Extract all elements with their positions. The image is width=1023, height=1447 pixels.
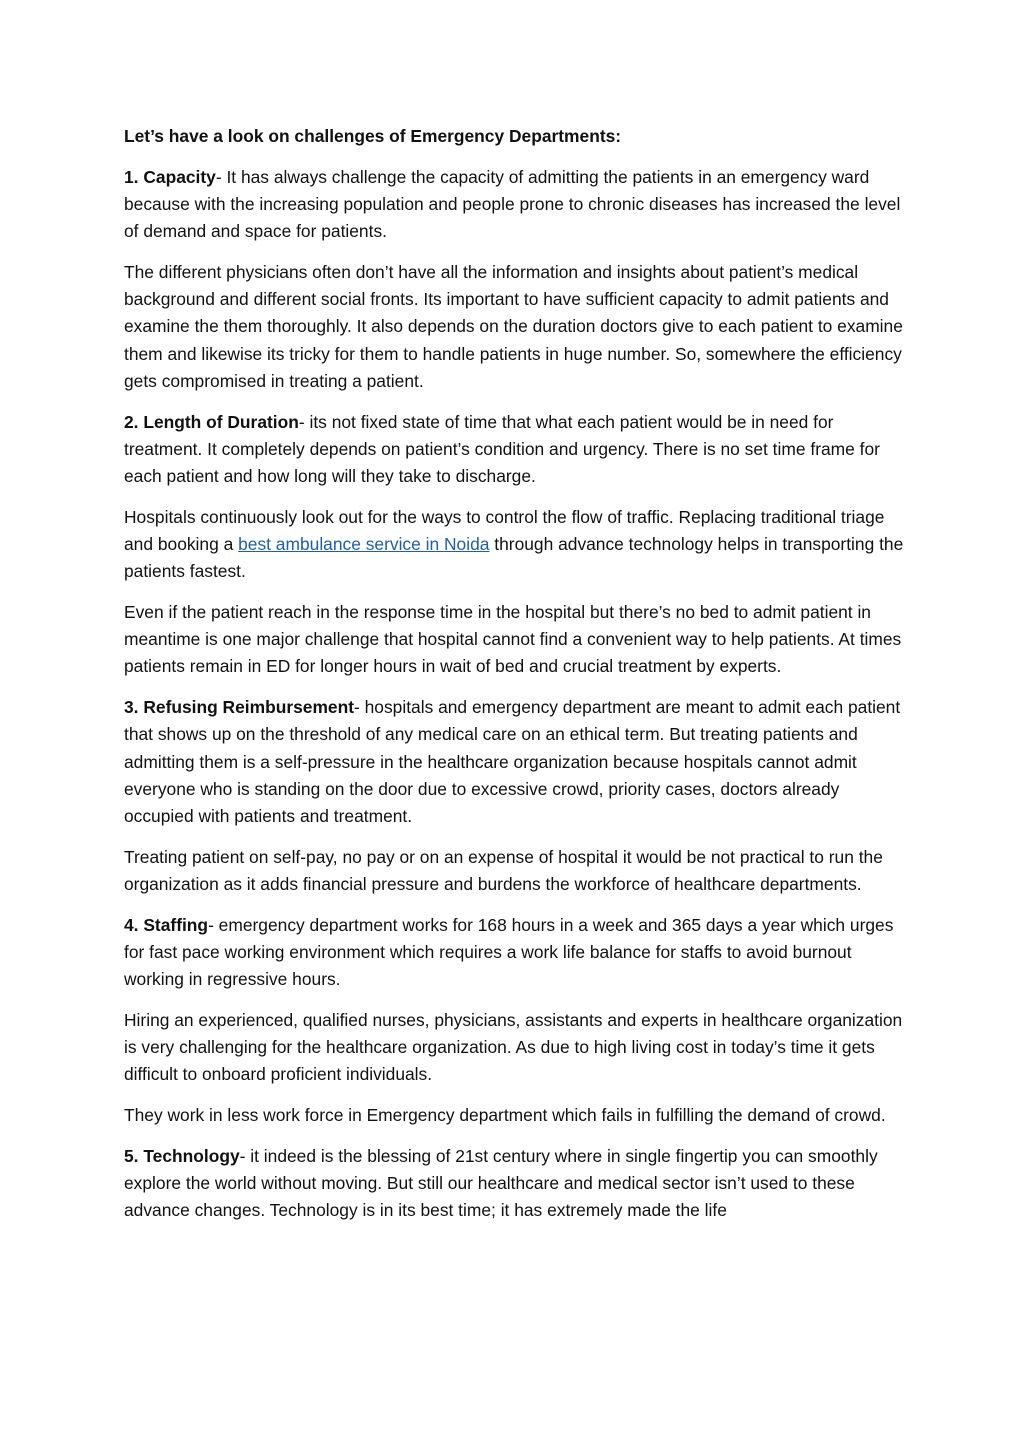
staffing-text: - emergency department works for 168 hours in a week and 365 days a year which urges for fast pace working environment which requires a work life balance for staffs to avoid burnout working in regressive hours. bbox=[124, 914, 894, 990]
paragraph-work-force: They work in less work force in Emergency department which fails in fulfilling the demand of crowd. bbox=[124, 1105, 886, 1126]
ambulance-service-link[interactable]: best ambulance service in Noida bbox=[238, 534, 490, 555]
paragraph-physicians: The different physicians often don’t have all the information and insights about patient’s medical background and different social fronts. Its important to have sufficient capacity to admit patients and examine the them thoroughly. It also depends on the duration doctors give to each patient to examine them and likewise its tricky for them to handle patients in huge number. So, somewhere the efficiency gets compromised in treating a patient. bbox=[124, 262, 903, 391]
duration-lead: 2. Length of Duration bbox=[124, 411, 299, 432]
reimbursement-text: - hospitals and emergency department are meant to admit each patient that shows up on the threshold of any medical care on an ethical term. But treating patients and admitting them is a self-pressure in the healthcare organization because hospitals cannot admit everyone who is standing on the door due to excessive crowd, priority cases, doctors already occupied with patients and treatment. bbox=[124, 697, 901, 827]
traffic-text-after: through advance technology helps in transporting the patients fastest. bbox=[124, 534, 904, 582]
duration-text: - its not fixed state of time that what each patient would be in need for treatment. It completely depends on patient’s condition and urgency. There is no set time frame for each patient and how long will they take to discharge. bbox=[124, 411, 880, 487]
traffic-text-before: Hospitals continuously look out for the ways to control the flow of traffic. Replacing traditional triage and booking a bbox=[124, 506, 885, 555]
paragraph-self-pay: Treating patient on self-pay, no pay or on an expense of hospital it would be not practical to run the organization as it adds financial pressure and burdens the workforce of healthcare departments. bbox=[124, 846, 883, 895]
paragraph-length-of-duration bbox=[124, 409, 904, 491]
reimbursement-lead: 3. Refusing Reimbursement bbox=[124, 697, 354, 718]
section-heading: Let’s have a look on challenges of Emergency Departments: bbox=[124, 126, 622, 146]
paragraph-traffic-flow bbox=[124, 504, 904, 586]
paragraph-refusing-reimbursement bbox=[124, 694, 904, 830]
paragraph-no-bed: Even if the patient reach in the response time in the hospital but there’s no bed to admit patient in meantime is one major challenge that hospital cannot find a convenient way to help patients. At times patients remain in ED for longer hours in wait of bed and crucial treatment by experts. bbox=[124, 602, 902, 677]
technology-lead: 5. Technology bbox=[124, 1146, 240, 1167]
technology-text: - it indeed is the blessing of 21st century where in single fingertip you can smoothly explore the world without moving. But still our healthcare and medical sector isn’t used to these advance changes. Technology is in its best time; it has extremely made the life bbox=[124, 1146, 878, 1221]
document-body bbox=[124, 123, 904, 1238]
paragraph-capacity bbox=[124, 164, 904, 246]
capacity-lead: 1. Capacity bbox=[124, 166, 216, 187]
paragraph-technology bbox=[124, 1143, 904, 1225]
paragraph-staffing bbox=[124, 912, 904, 994]
staffing-lead: 4. Staffing bbox=[124, 914, 209, 935]
paragraph-hiring: Hiring an experienced, qualified nurses, physicians, assistants and experts in healthcare organization is very challenging for the healthcare organization. As due to high living cost in today’s time it gets difficult to onboard proficient individuals. bbox=[124, 1010, 903, 1085]
capacity-text: - It has always challenge the capacity of admitting the patients in an emergency ward because with the increasing population and people prone to chronic diseases has increased the level of demand and space for patients. bbox=[124, 166, 901, 242]
